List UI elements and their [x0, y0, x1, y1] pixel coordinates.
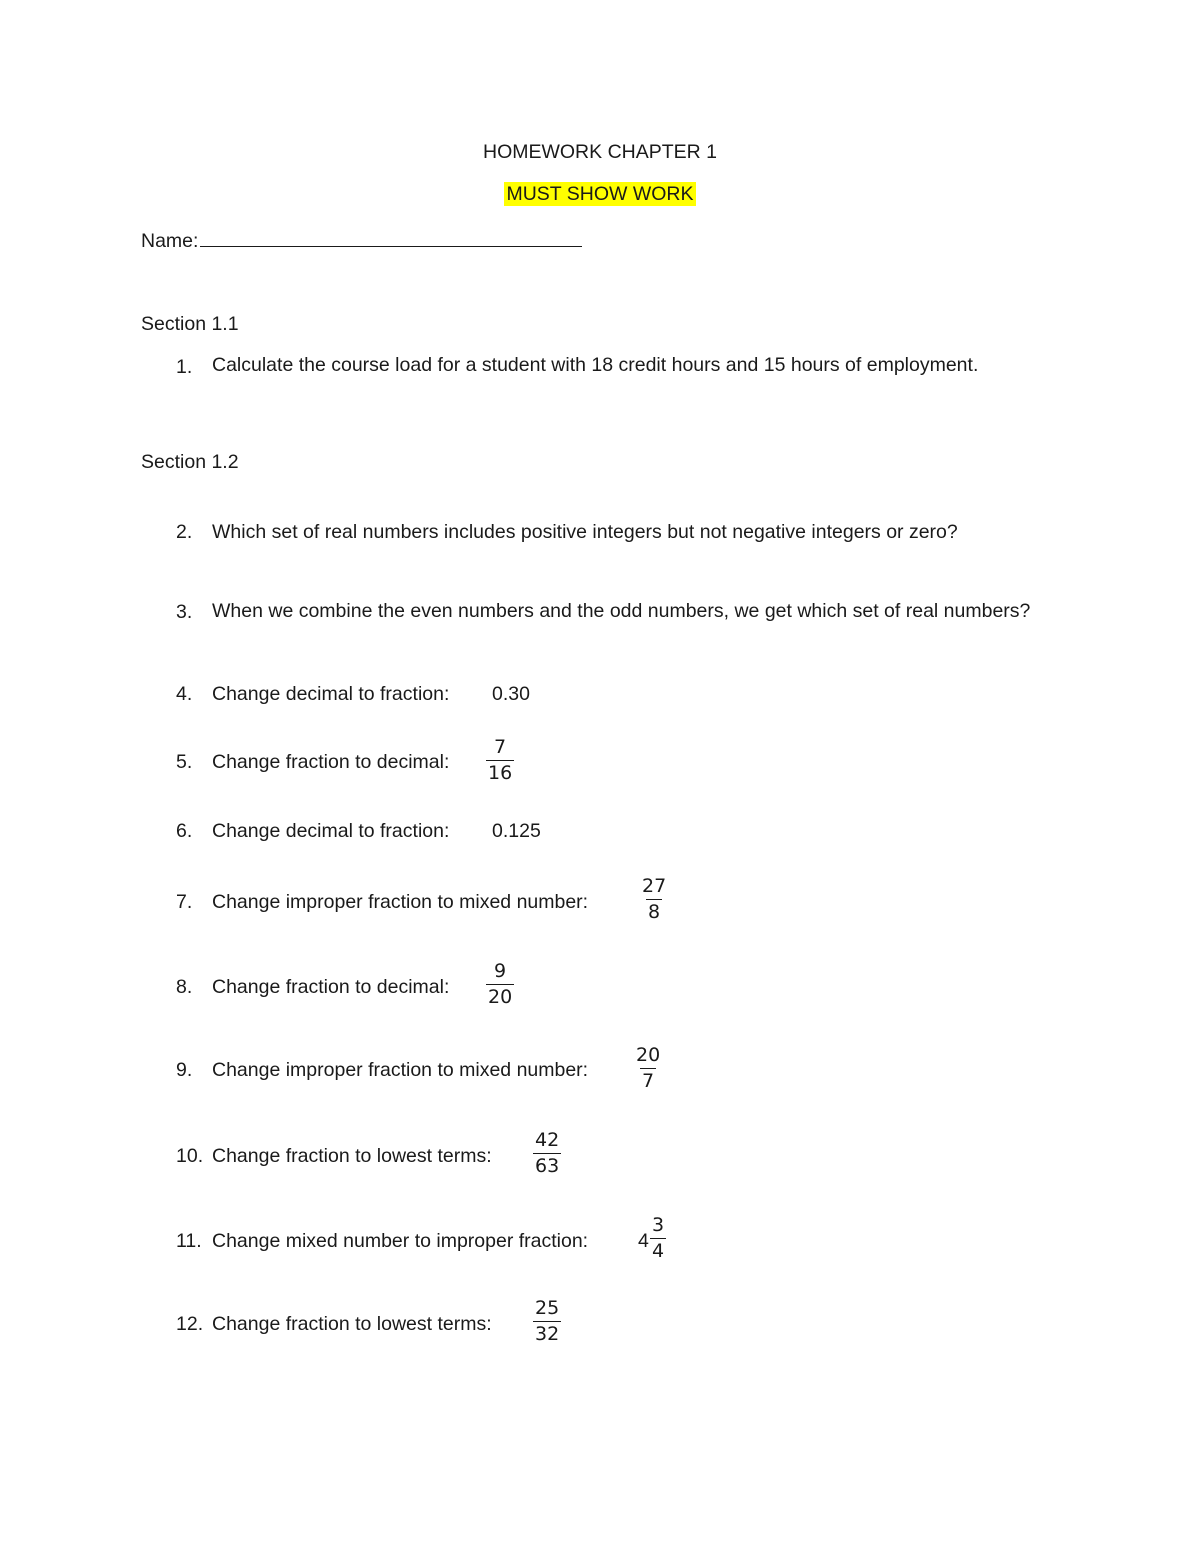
page-title: HOMEWORK CHAPTER 1: [482, 141, 718, 163]
question-number: 6.: [176, 820, 193, 842]
fraction-numerator: 3: [652, 1214, 665, 1236]
question-text: Calculate the course load for a student with 18 credit hours and 15 hours of employment.: [212, 354, 979, 376]
mixed-whole-number: 4: [638, 1230, 649, 1252]
question-number: 9.: [176, 1059, 193, 1081]
section-heading: Section 1.1: [141, 313, 239, 335]
question-text: Change fraction to lowest terms:: [212, 1313, 492, 1335]
fraction-denominator: 63: [535, 1155, 560, 1177]
question-text: Change fraction to lowest terms:: [212, 1145, 492, 1167]
fraction: [486, 962, 514, 1007]
fraction-numerator: 9: [494, 960, 507, 982]
question-number: 10.: [176, 1145, 204, 1167]
fraction-denominator: 20: [488, 986, 513, 1008]
fraction: [533, 1131, 561, 1176]
fraction: [634, 1046, 662, 1091]
question-text: Change fraction to decimal:: [212, 976, 450, 998]
question-number: 12.: [176, 1313, 204, 1335]
name-field[interactable]: [141, 227, 582, 253]
subtitle-container: [0, 183, 1200, 206]
question-text: Which set of real numbers includes positive integers but not negative integers or zero?: [212, 521, 958, 543]
question-text: Change decimal to fraction:: [212, 820, 450, 842]
question-text: Change mixed number to improper fraction:: [212, 1230, 589, 1252]
decimal-value: 0.30: [492, 683, 530, 705]
question-number: 2.: [176, 521, 193, 543]
fraction-numerator: 27: [642, 875, 667, 897]
question-number: 8.: [176, 976, 193, 998]
fraction: [486, 738, 514, 783]
question-text: Change fraction to decimal:: [212, 751, 450, 773]
section-heading: Section 1.2: [141, 451, 239, 473]
question-text: Change decimal to fraction:: [212, 683, 450, 705]
decimal-value: 0.125: [492, 820, 541, 842]
fraction-denominator: 4: [652, 1240, 665, 1262]
must-show-work-note: MUST SHOW WORK: [506, 183, 694, 205]
fraction-numerator: 42: [535, 1129, 560, 1151]
fraction-denominator: 16: [488, 762, 513, 784]
question-text: Change improper fraction to mixed number:: [212, 891, 589, 913]
question-text: When we combine the even numbers and the odd numbers, we get which set of real numbers?: [212, 600, 1031, 622]
fraction-numerator: 20: [636, 1044, 661, 1066]
question-number: 7.: [176, 891, 193, 913]
question-number: 5.: [176, 751, 193, 773]
question-number: 3.: [176, 601, 193, 623]
fraction-denominator: 8: [648, 901, 661, 923]
fraction: [533, 1299, 561, 1344]
fraction-numerator: 25: [535, 1297, 560, 1319]
fraction-denominator: 7: [642, 1070, 655, 1092]
fraction: [640, 877, 668, 922]
fraction-denominator: 32: [535, 1323, 560, 1345]
fraction-numerator: 7: [494, 736, 507, 758]
fraction: [650, 1216, 666, 1261]
name-label: Name:: [141, 230, 199, 252]
question-number: 4.: [176, 683, 193, 705]
question-number: 11.: [176, 1230, 202, 1252]
question-number: 1.: [176, 356, 193, 378]
name-blank-line[interactable]: [200, 227, 582, 247]
question-text: Change improper fraction to mixed number:: [212, 1059, 589, 1081]
